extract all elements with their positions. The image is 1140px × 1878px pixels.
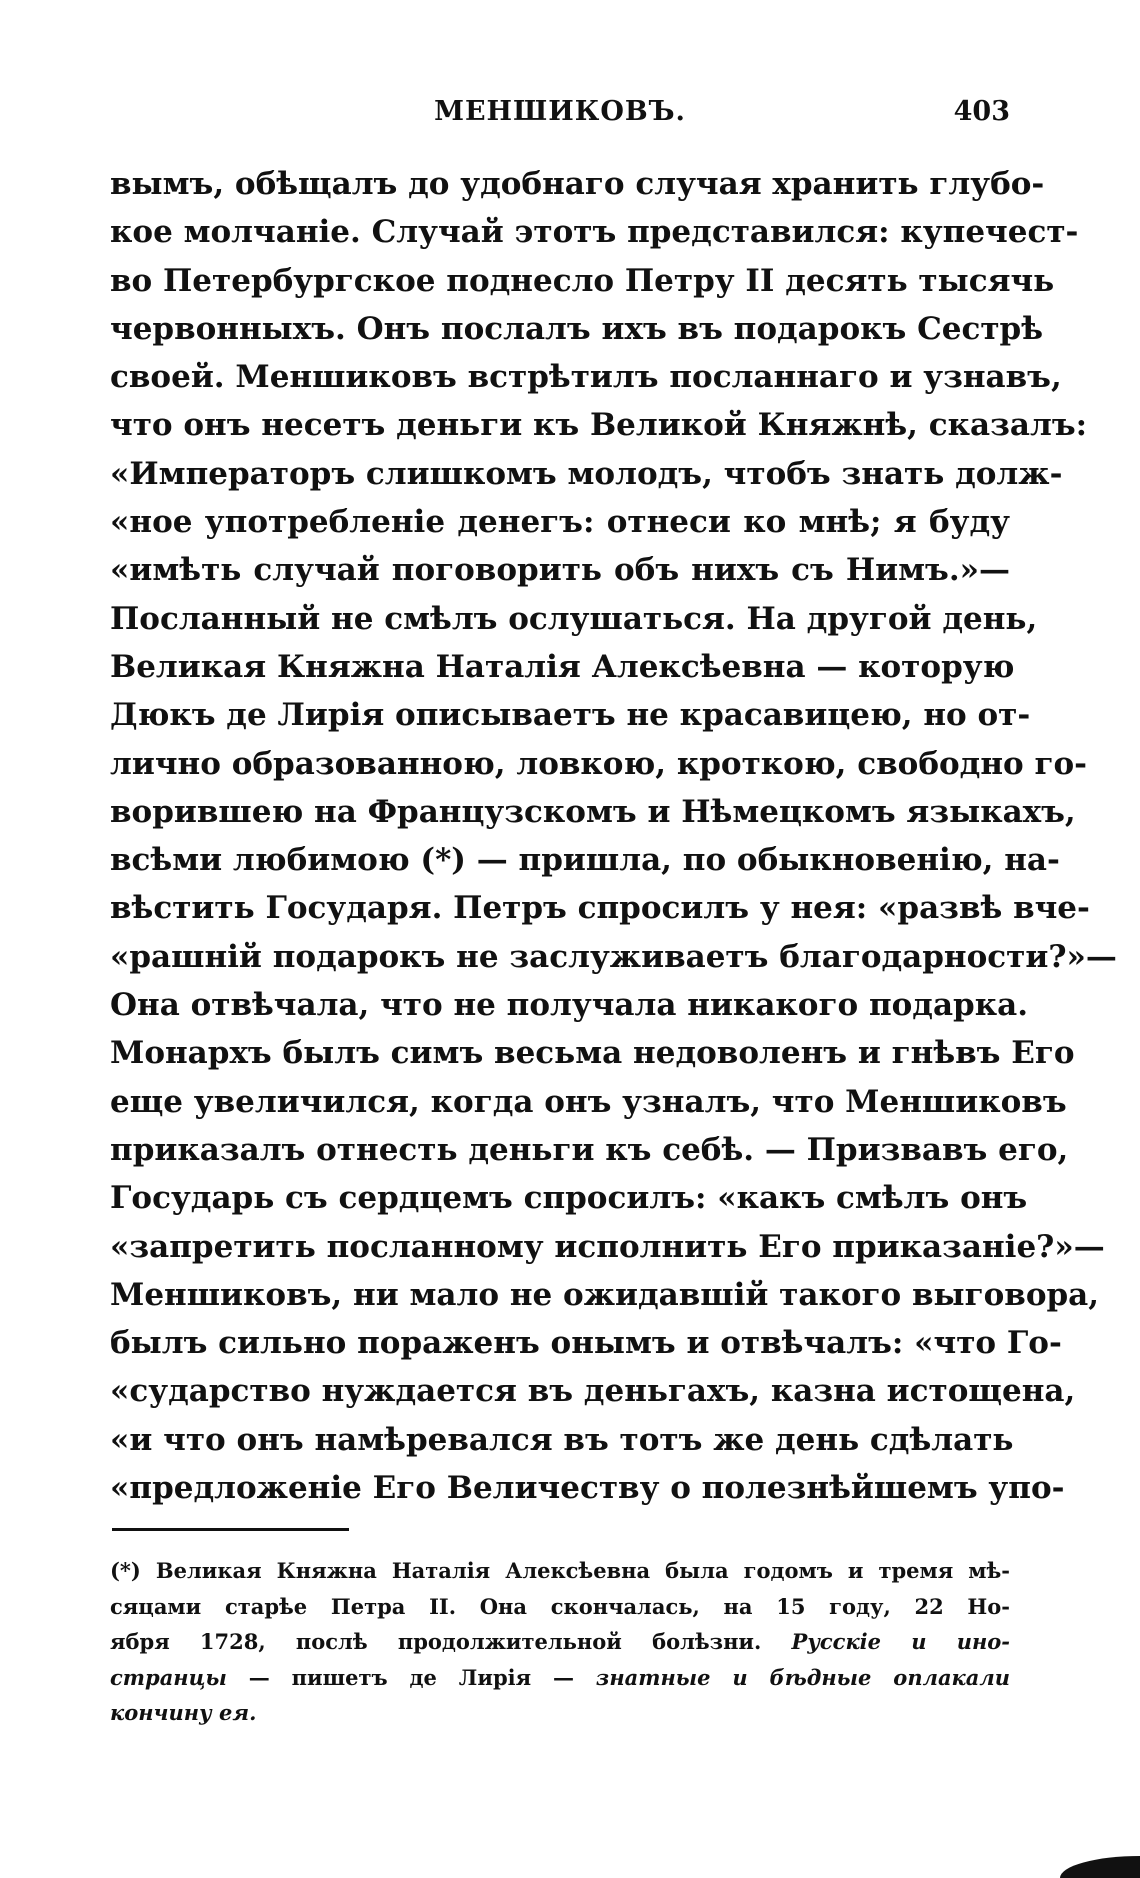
text-line: «рашній подарокъ не заслуживаетъ благодарности?»—: [110, 938, 1117, 975]
footnote-separator: [112, 1528, 349, 1531]
text-line: «предложеніе Его Величеству о полезнѣйшемъ упо-: [110, 1470, 1065, 1507]
text-line: «сударство нуждается въ деньгахъ, казна истощена,: [110, 1373, 1076, 1410]
text-line: Великая Княжна Наталія Алексѣевна — которую: [110, 648, 1015, 685]
text-line: во Петербургское поднесло Петру II десять тысячь: [110, 262, 1055, 299]
main-text: [110, 160, 1117, 1512]
footnote-line: кончину ея.: [110, 1700, 257, 1725]
text-line: лично образованною, ловкою, кроткою, свободно го-: [110, 745, 1088, 782]
footnote-line: [110, 1624, 1010, 1660]
text-line: Посланный не смѣлъ ослушаться. На другой день,: [110, 600, 1038, 637]
footnote-line: сяцами старѣе Петра II. Она скончалась, на 15 году, 22 Но-: [110, 1593, 1010, 1619]
footnote-italic-text: Русскіе и ино-: [791, 1629, 1011, 1654]
footnote-line: (*) Великая Княжна Наталія Алексѣевна была годомъ и тремя мѣ-: [110, 1558, 1010, 1583]
text-line: ворившею на Французскомъ и Нѣмецкомъ языкахъ,: [110, 793, 1076, 830]
text-line: «Императоръ слишкомъ молодъ, чтобъ знать долж-: [110, 455, 1063, 492]
text-line: «и что онъ намѣревался въ тотъ же день сдѣлать: [110, 1421, 1014, 1458]
text-line: «запретить посланному исполнить Его приказаніе?»—: [110, 1228, 1105, 1265]
text-line: Она отвѣчала, что не получала никакого подарка.: [110, 987, 1028, 1024]
footnote: [110, 1553, 1010, 1731]
page-header: [110, 96, 1010, 136]
text-line: Дюкъ де Лирія описываетъ не красавицею, но от-: [110, 697, 1031, 734]
text-line: что онъ несетъ деньги къ Великой Княжнѣ, сказалъ:: [110, 407, 1088, 444]
text-line: «ное употребленіе денегъ: отнеси ко мнѣ; я буду: [110, 504, 1010, 541]
text-line: приказалъ отнесть деньги къ себѣ. — Призвавъ его,: [110, 1131, 1069, 1168]
text-line: былъ сильно пораженъ онымъ и отвѣчалъ: «что Го-: [110, 1325, 1062, 1362]
text-line: еще увеличился, когда онъ узналъ, что Меншиковъ: [110, 1083, 1067, 1120]
text-line: вымъ, обѣщалъ до удобнаго случая хранить глубо-: [110, 166, 1045, 202]
text-line: своей. Меншиковъ встрѣтилъ посланнаго и узнавъ,: [110, 359, 1062, 396]
text-line: вѣстить Государя. Петръ спросилъ у нея: «развѣ вче-: [110, 890, 1090, 927]
text-line: Государь съ сердцемъ спросилъ: «какъ смѣлъ онъ: [110, 1180, 1028, 1217]
footnote-italic-text: знатные и бѣдные оплакали: [595, 1664, 1011, 1690]
footnote-line: [110, 1660, 1010, 1696]
footnote-text: ября 1728, послѣ продолжительной болѣзни.: [110, 1629, 762, 1654]
text-line: кое молчаніе. Случай этотъ представился: купечест-: [110, 214, 1079, 251]
scan-smudge: [1060, 1856, 1140, 1878]
footnote-text: — пишетъ де Лирія —: [248, 1664, 575, 1690]
text-line: червонныхъ. Онъ послалъ ихъ въ подарокъ Сестрѣ: [110, 310, 1044, 347]
footnote-italic-text: странцы: [110, 1664, 227, 1690]
text-line: «имѣть случай поговорить объ нихъ съ Нимъ.»—: [110, 552, 1010, 589]
text-line: Монархъ былъ симъ весьма недоволенъ и гнѣвъ Его: [110, 1035, 1075, 1072]
running-head: МЕНШИКОВЪ.: [434, 96, 686, 127]
page-number: 403: [953, 96, 1010, 127]
text-line: Меншиковъ, ни мало не ожидавшій такого выговора,: [110, 1276, 1100, 1313]
text-line: всѣми любимою (*) — пришла, по обыкновенію, на-: [110, 842, 1060, 879]
